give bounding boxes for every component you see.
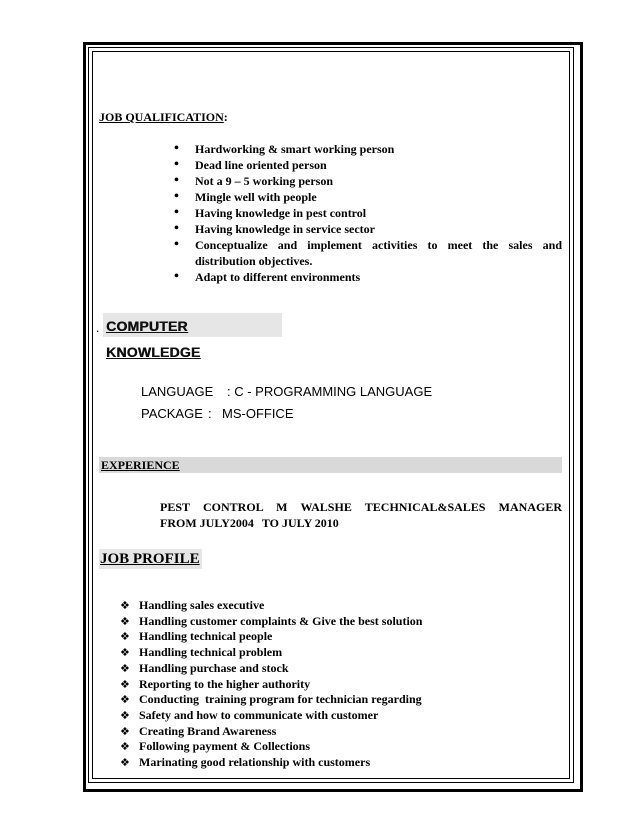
job-profile-item bbox=[120, 629, 422, 645]
qualification-item-text: Conceptualize and implement activities to meet the sales and bbox=[195, 238, 562, 252]
job-profile-item-text: Handling purchase and stock bbox=[139, 660, 289, 675]
diamond-bullet-icon: ❖ bbox=[120, 708, 130, 722]
package-value: MS-OFFICE bbox=[222, 406, 294, 421]
diamond-bullet-icon: ❖ bbox=[120, 599, 130, 612]
bullet-icon: • bbox=[174, 269, 179, 284]
job-profile-item-text: Safety and how to communicate with customer bbox=[139, 707, 379, 722]
language-label: LANGUAGE bbox=[141, 384, 214, 399]
experience-from: FROM JULY2004 bbox=[160, 516, 254, 530]
bullet-icon: • bbox=[174, 189, 179, 204]
bullet-icon: • bbox=[174, 141, 179, 156]
diamond-bullet-icon: ❖ bbox=[120, 740, 130, 754]
language-value: : C - PROGRAMMING LANGUAGE bbox=[227, 384, 433, 399]
bullet-icon: • bbox=[174, 221, 179, 236]
experience-heading: EXPERIENCE bbox=[101, 458, 180, 472]
job-profile-item bbox=[120, 724, 422, 740]
qualification-item bbox=[174, 269, 562, 285]
qualification-item bbox=[174, 189, 562, 205]
job-profile-item-text: Handling sales executive bbox=[139, 598, 265, 612]
qualification-item bbox=[174, 141, 562, 157]
diamond-bullet-icon: ❖ bbox=[120, 661, 130, 675]
bullet-icon: • bbox=[174, 173, 179, 188]
qualification-item-continuation: distribution objectives. bbox=[195, 254, 313, 268]
diamond-bullet-icon: ❖ bbox=[120, 614, 130, 628]
job-profile-item-text: Reporting to the higher authority bbox=[139, 676, 311, 691]
computer-knowledge-heading: COMPUTER KNOWLEDGE bbox=[103, 313, 282, 337]
job-profile-item bbox=[120, 692, 422, 708]
job-profile-item bbox=[120, 598, 422, 614]
qualification-item-text: Having knowledge in pest control bbox=[195, 206, 367, 220]
job-qualification-title: JOB QUALIFICATION bbox=[99, 110, 224, 124]
qualification-item bbox=[174, 157, 562, 173]
package-separator: : bbox=[208, 406, 212, 421]
job-profile-item-text: Marinating good relationship with customers bbox=[139, 755, 371, 770]
job-qualification-heading bbox=[99, 110, 228, 125]
bullet-icon: • bbox=[174, 237, 179, 252]
qualification-item-text: Having knowledge in service sector bbox=[195, 222, 375, 236]
qualification-item bbox=[174, 173, 562, 189]
job-profile-item-text: Handling customer complaints & Give the best solution bbox=[139, 613, 423, 628]
language-row bbox=[141, 384, 432, 399]
job-profile-list bbox=[120, 598, 422, 771]
qualification-item bbox=[174, 205, 562, 221]
experience-line-1: PEST CONTROL M WALSHE TECHNICAL&SALES MANAGER bbox=[160, 500, 562, 514]
job-profile-item bbox=[120, 614, 422, 630]
job-profile-heading: JOB PROFILE bbox=[100, 551, 200, 567]
diamond-bullet-icon: ❖ bbox=[120, 724, 130, 738]
qualification-item-text: Hardworking & smart working person bbox=[195, 142, 395, 156]
job-profile-item bbox=[120, 661, 422, 677]
job-profile-item-text: Handling technical problem bbox=[139, 645, 283, 660]
job-qualification-colon: : bbox=[223, 110, 228, 124]
qualification-item-text: Not a 9 – 5 working person bbox=[195, 174, 334, 188]
job-profile-item bbox=[120, 708, 422, 724]
job-profile-item bbox=[120, 645, 422, 661]
qualification-item bbox=[174, 221, 562, 237]
qualification-item-text: Adapt to different environments bbox=[195, 270, 361, 284]
diamond-bullet-icon: ❖ bbox=[120, 646, 130, 660]
bullet-icon: • bbox=[174, 157, 179, 172]
qualification-list bbox=[174, 141, 562, 285]
job-profile-item-text: Creating Brand Awareness bbox=[139, 723, 277, 738]
diamond-bullet-icon: ❖ bbox=[120, 630, 130, 644]
job-profile-item bbox=[120, 755, 422, 771]
package-row bbox=[141, 406, 294, 421]
job-profile-item-text: Conducting training program for technician regarding bbox=[139, 692, 422, 707]
experience-to: TO JULY 2010 bbox=[261, 516, 339, 530]
diamond-bullet-icon: ❖ bbox=[120, 756, 130, 770]
job-profile-item bbox=[120, 677, 422, 693]
job-profile-item-text: Following payment & Collections bbox=[139, 739, 310, 754]
qualification-item bbox=[174, 237, 562, 269]
qualification-item-text: Mingle well with people bbox=[195, 190, 317, 204]
job-profile-item bbox=[120, 739, 422, 755]
job-profile-item-text: Handling technical people bbox=[139, 629, 273, 644]
computer-knowledge-prefix: . bbox=[96, 321, 100, 335]
package-label: PACKAGE bbox=[141, 406, 203, 421]
experience-line-2 bbox=[160, 516, 562, 531]
diamond-bullet-icon: ❖ bbox=[120, 677, 130, 691]
bullet-icon: • bbox=[174, 205, 179, 220]
diamond-bullet-icon: ❖ bbox=[120, 693, 130, 707]
qualification-item-text: Dead line oriented person bbox=[195, 158, 327, 172]
